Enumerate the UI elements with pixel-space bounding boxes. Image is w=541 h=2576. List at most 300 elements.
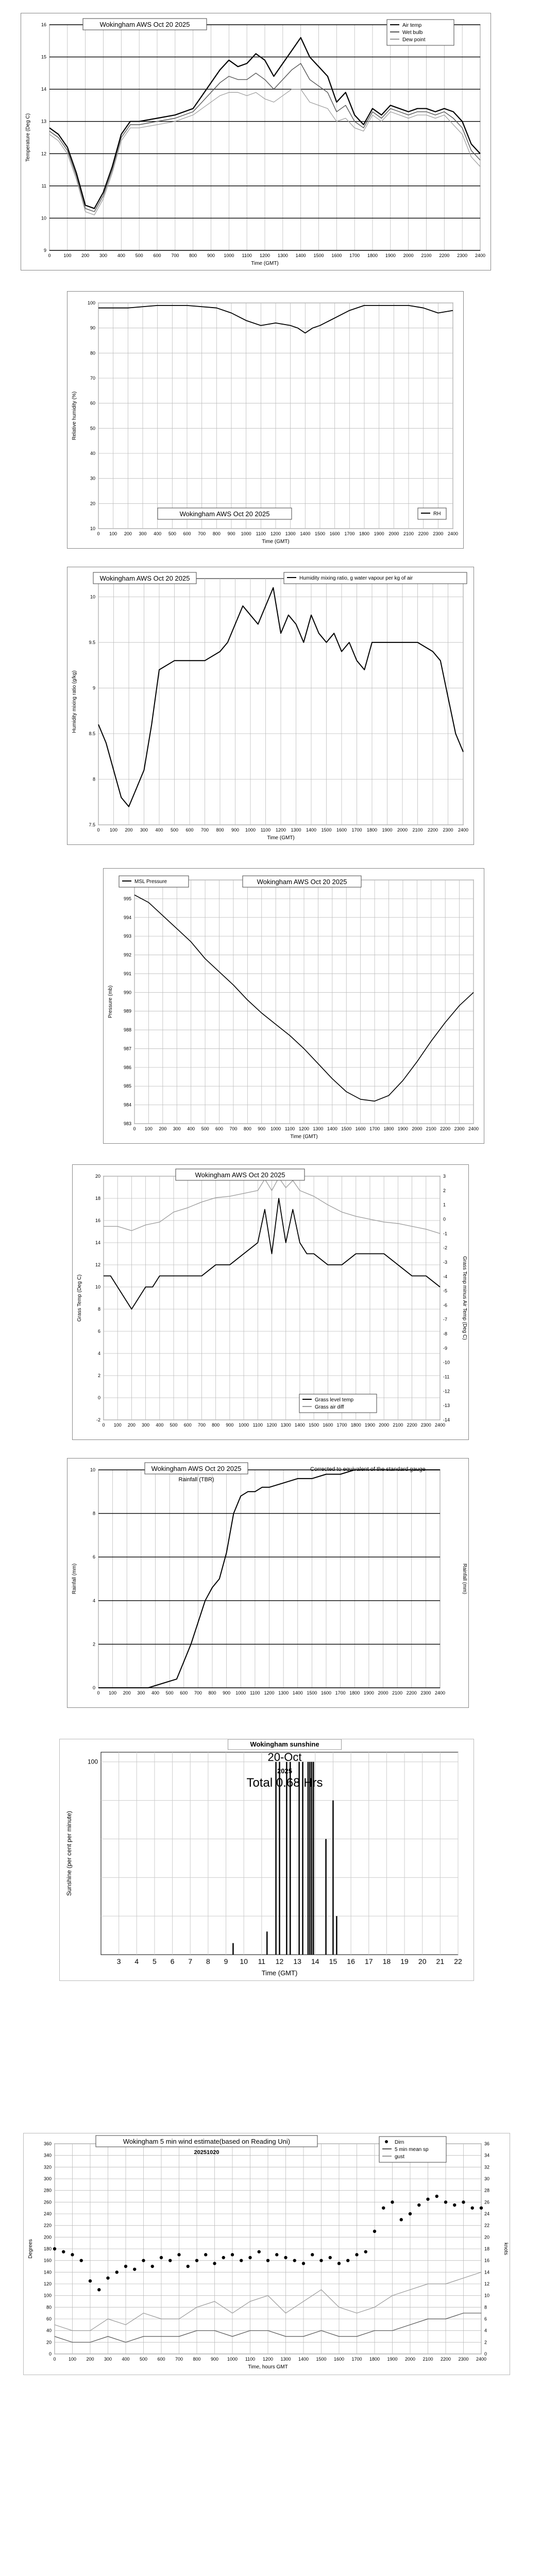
x-tick-label: 2200 [407,1422,417,1428]
x-tick-label: 13 [293,1957,301,1965]
wind-chart [24,2133,510,2375]
y-tick-label: 0 [97,1395,100,1400]
grass-temp-chart-panel [72,1164,469,1440]
y2-tick-label: -1 [443,1231,448,1236]
y-tick-label: 60 [90,400,95,406]
x-tick-label: 700 [198,531,206,536]
x-tick-label: 500 [168,531,176,536]
data-point [195,2259,198,2262]
sunshine-bar [336,1916,337,1955]
x-tick-label: 1300 [278,1690,289,1696]
sunshine-bar [332,1801,334,1955]
y-tick-label: 70 [90,376,95,381]
temperature-chart [21,13,491,270]
x-tick-label: 1700 [335,1690,346,1696]
x-tick-label: 17 [364,1957,373,1965]
y2-tick-label: 4 [484,2328,487,2333]
y2-tick-label: 2 [443,1188,446,1193]
x-tick-label: 800 [208,1690,216,1696]
x-tick-label: 700 [229,1126,238,1131]
x-tick-label: 800 [189,253,197,258]
x-tick-label: 500 [170,827,179,833]
x-tick-label: 600 [153,253,161,258]
data-point [80,2259,83,2262]
x-tick-label: 300 [173,1126,181,1131]
wind-chart-panel [23,2133,510,2375]
data-point [355,2253,358,2256]
x-tick-label: 15 [329,1957,337,1965]
x-tick-label: 2200 [406,1690,417,1696]
x-tick-label: 2400 [447,531,459,536]
x-tick-label: 1600 [333,2357,345,2362]
y2-tick-label: 16 [484,2258,490,2263]
y2-tick-label: -4 [443,1274,448,1279]
x-tick-label: 16 [347,1957,355,1965]
x-tick-label: 1500 [313,253,324,258]
legend-label: Grass air diff [315,1404,344,1410]
x-tick-label: 100 [63,253,72,258]
y-tick-label: 986 [123,1064,131,1070]
data-point [471,2206,474,2209]
y2-axis-label: knots [503,2243,509,2255]
y-tick-label: 13 [41,118,46,124]
x-tick-label: 2300 [420,1422,431,1428]
data-point [426,2197,429,2200]
x-tick-label: 300 [104,2357,112,2362]
x-tick-label: 100 [113,1422,122,1428]
y-tick-label: 2 [92,1641,95,1647]
x-tick-label: 2400 [458,827,469,833]
x-tick-label: 900 [207,253,215,258]
y2-tick-label: -8 [443,1331,448,1337]
sunshine-bar [279,1762,280,1955]
y-tick-label: 140 [43,2269,52,2275]
x-tick-label: 14 [311,1957,319,1965]
x-tick-label: 300 [142,1422,150,1428]
x-tick-label: 9 [224,1957,228,1965]
x-tick-label: 1100 [242,253,252,258]
y2-tick-label: -14 [443,1417,450,1422]
y2-tick-label: 2 [484,2340,487,2345]
x-tick-label: 1300 [280,1422,291,1428]
x-tick-label: 2100 [426,1126,436,1131]
data-point [168,2259,172,2262]
chart-title: Wokingham AWS Oct 20 2025 [179,510,270,518]
x-tick-label: 1600 [329,531,340,536]
x-tick-label: 0 [97,1690,100,1696]
x-tick-label: 900 [210,2357,219,2362]
x-tick-label: 2400 [475,253,486,258]
x-tick-label: 1400 [327,1126,337,1131]
y-tick-label: 40 [90,451,95,456]
data-point [462,2200,465,2204]
x-tick-label: 900 [226,1422,234,1428]
x-tick-label: 2200 [440,2357,451,2362]
y-tick-label: 10 [41,215,46,221]
x-tick-label: 800 [212,531,221,536]
y2-tick-label: 32 [484,2164,490,2170]
data-point [124,2265,127,2268]
y-tick-label: 15 [41,54,46,60]
x-tick-label: 400 [187,1126,195,1131]
x-tick-label: 1400 [300,531,311,536]
x-tick-label: 1600 [336,827,347,833]
x-tick-label: 200 [123,1690,131,1696]
x-tick-label: 1200 [298,1126,310,1131]
x-tick-label: 2000 [397,827,408,833]
data-point [444,2200,447,2204]
x-tick-label: 2200 [427,827,438,833]
y-tick-label: 40 [46,2328,52,2333]
y-tick-label: 320 [43,2164,52,2170]
x-tick-label: 900 [223,1690,231,1696]
x-tick-label: 600 [215,1126,224,1131]
x-tick-label: 4 [134,1957,139,1965]
x-tick-label: 0 [133,1126,136,1131]
y-tick-label: 20 [46,2340,52,2345]
legend-label: 5 min mean sp [395,2147,429,2153]
x-tick-label: 700 [175,2357,183,2362]
data-point [151,2265,154,2268]
y-tick-label: 8 [92,776,95,782]
y2-tick-label: 14 [484,2269,490,2275]
data-point [409,2212,412,2215]
x-tick-label: 3 [116,1957,121,1965]
data-point [293,2259,296,2262]
x-tick-label: 1700 [336,1422,347,1428]
sunshine-chart-panel [59,1739,474,1981]
x-tick-label: 600 [185,827,194,833]
chart-subtitle: 20251020 [194,2149,219,2156]
y-tick-label: 995 [123,896,131,902]
x-tick-label: 1000 [227,2357,238,2362]
y-tick-label: 10 [90,1467,95,1472]
y-tick-label: 200 [43,2234,52,2240]
x-tick-label: 5 [153,1957,157,1965]
y2-tick-label: 6 [484,2316,487,2321]
x-tick-label: 900 [231,827,240,833]
x-tick-label: 1500 [321,827,332,833]
x-tick-label: 1200 [262,2357,274,2362]
data-point [62,2250,65,2253]
x-tick-label: 1300 [313,1126,324,1131]
x-tick-label: 2100 [392,1690,403,1696]
legend-label: Air temp [402,23,422,28]
y2-tick-label: -3 [443,1259,448,1265]
x-tick-label: 1300 [277,253,288,258]
x-tick-label: 2100 [422,2357,433,2362]
x-tick-label: 2300 [458,2357,469,2362]
temperature-chart-panel [21,13,491,270]
x-tick-label: 2400 [468,1126,479,1131]
x-tick-label: 400 [117,253,125,258]
mixing-ratio-chart [67,567,474,844]
y2-tick-label: 8 [484,2304,487,2310]
x-tick-label: 1200 [270,531,281,536]
chart-title: Wokingham AWS Oct 20 2025 [151,1465,242,1472]
y-tick-label: 18 [95,1196,100,1201]
data-point [284,2256,287,2259]
x-tick-label: 2200 [440,1126,451,1131]
x-tick-label: 2200 [418,531,429,536]
x-tick-label: 2200 [439,253,450,258]
x-axis-label: Time, hours GMT [248,2364,288,2370]
y-tick-label: 14 [95,1240,100,1245]
y2-tick-label: -12 [443,1388,450,1394]
y-tick-label: 100 [43,2293,52,2298]
y-tick-label: 300 [43,2176,52,2181]
y-tick-label: 6 [97,1329,100,1334]
data-point [248,2256,251,2259]
x-tick-label: 500 [139,2357,148,2362]
x-tick-label: 1200 [275,827,286,833]
y-axis-label: Humidity mixing ratio (g/kg) [72,670,77,733]
x-tick-label: 500 [170,1422,178,1428]
y-tick-label: 280 [43,2188,52,2193]
x-tick-label: 1800 [350,1422,361,1428]
x-tick-label: 600 [180,1690,188,1696]
x-tick-label: 2000 [388,531,399,536]
x-tick-label: 2400 [434,1690,446,1696]
pressure-chart-panel [103,868,484,1144]
legend-label: Dew point [402,37,426,43]
sunshine-chart [60,1739,474,1980]
data-point [275,2253,278,2256]
x-tick-label: 1700 [349,253,360,258]
x-tick-label: 1900 [397,1126,408,1131]
data-point [453,2204,456,2207]
x-tick-label: 1300 [285,531,296,536]
x-tick-label: 600 [183,531,191,536]
x-tick-label: 200 [86,2357,94,2362]
x-tick-label: 700 [194,1690,202,1696]
x-tick-label: 21 [436,1957,445,1965]
x-tick-label: 2100 [403,531,414,536]
x-tick-label: 2400 [434,1422,446,1428]
x-tick-label: 1700 [344,531,355,536]
sunshine-bar [308,1762,309,1955]
data-point [160,2256,163,2259]
y-axis-label: Temperature (Deg C) [25,113,31,162]
y2-tick-label: 12 [484,2281,490,2286]
x-tick-label: 300 [137,1690,145,1696]
y-tick-label: 260 [43,2199,52,2205]
y2-tick-label: -2 [443,1245,448,1251]
pressure-chart [104,869,484,1143]
x-tick-label: 2000 [404,2357,416,2362]
data-point [222,2256,225,2259]
legend-label: Wet bulb [402,30,423,36]
y-tick-label: 7.5 [89,822,95,827]
chart-title: Wokingham AWS Oct 20 2025 [99,21,190,28]
sunshine-bar [298,1762,300,1955]
x-tick-label: 1800 [367,253,378,258]
x-tick-label: 1900 [363,1690,374,1696]
x-tick-label: 700 [200,827,209,833]
x-tick-label: 600 [157,2357,165,2362]
x-tick-label: 1000 [224,253,234,258]
y2-tick-label: 0 [484,2351,487,2357]
y-tick-label: 992 [123,952,131,958]
y-tick-label: 8 [92,1511,95,1516]
x-tick-label: 22 [454,1957,462,1965]
y2-tick-label: 20 [484,2234,490,2240]
y2-tick-label: 30 [484,2176,490,2181]
x-tick-label: 1900 [385,253,396,258]
y-tick-label: 80 [46,2304,52,2310]
data-point [240,2259,243,2262]
humidity-chart [67,292,463,548]
y-axis-label: Pressure (mb) [108,985,113,1019]
y-tick-label: 994 [123,914,131,920]
y2-tick-label: -13 [443,1403,450,1409]
y2-tick-label: 10 [484,2293,490,2298]
data-point [89,2279,92,2282]
data-point [382,2206,385,2209]
chart-title: Wokingham 5 min wind estimate(based on Reading Uni) [123,2138,291,2145]
y-tick-label: 80 [90,350,95,356]
data-point [142,2259,145,2262]
x-tick-label: 1800 [366,827,378,833]
data-point [106,2276,109,2279]
data-point [53,2247,56,2250]
x-tick-label: 800 [212,1422,220,1428]
y-tick-label: 100 [87,1758,98,1766]
x-tick-label: 500 [201,1126,209,1131]
y-tick-label: 9 [43,248,46,253]
y-tick-label: 8 [97,1307,100,1312]
x-tick-label: 900 [227,531,235,536]
x-tick-label: 100 [68,2357,77,2362]
y-tick-label: 20 [95,1174,100,1179]
x-tick-label: 2100 [421,253,432,258]
y-tick-label: 11 [41,183,46,189]
legend-marker [385,2140,388,2143]
y2-tick-label: -9 [443,1345,448,1351]
x-tick-label: 700 [197,1422,206,1428]
data-point [97,2288,100,2291]
y-tick-label: 9 [92,685,95,691]
data-point [373,2230,376,2233]
x-tick-label: 1000 [239,1422,249,1428]
x-tick-label: 1000 [245,827,256,833]
x-tick-label: 1500 [309,1422,319,1428]
sunshine-bar [290,1762,291,1955]
y-tick-label: 340 [43,2153,52,2158]
x-tick-label: 1600 [355,1126,366,1131]
y-tick-label: 4 [97,1351,100,1356]
sunshine-bar [286,1762,288,1955]
x-axis-label: Time (GMT) [290,1134,318,1140]
x-tick-label: 400 [156,1422,164,1428]
y-tick-label: 10 [90,594,95,600]
x-tick-label: 0 [48,253,51,258]
y-tick-label: 160 [43,2258,52,2263]
x-tick-label: 1100 [252,1422,263,1428]
rainfall-chart [67,1459,468,1707]
y2-tick-label: -11 [443,1374,450,1380]
x-tick-label: 700 [171,253,179,258]
y-tick-label: 240 [43,2211,52,2216]
x-tick-label: 1900 [374,531,384,536]
y-tick-label: 12 [95,1262,100,1267]
x-tick-label: 800 [193,2357,201,2362]
data-point [417,2204,420,2207]
x-tick-label: 400 [151,1690,160,1696]
x-tick-label: 18 [382,1957,391,1965]
data-point [480,2206,483,2209]
y2-axis-label: Grass Temp minus Air Temp (Deg C) [462,1256,467,1340]
chart-note: Corrected to equivalent of the standard gauge [310,1466,426,1472]
x-tick-label: 400 [155,827,163,833]
x-tick-label: 500 [135,253,143,258]
y2-tick-label: 3 [443,1174,446,1179]
x-tick-label: 1100 [260,827,271,833]
legend-label: Dirn [395,2140,404,2145]
y-axis-label: Rainfall (mm) [72,1563,77,1595]
x-tick-label: 6 [170,1957,175,1965]
chart-title: Wokingham AWS Oct 20 2025 [257,878,347,886]
x-tick-label: 2100 [412,827,423,833]
y2-tick-label: -6 [443,1302,448,1308]
x-tick-label: 2000 [379,1422,390,1428]
data-point [311,2253,314,2256]
y-tick-label: 16 [95,1218,100,1223]
y-tick-label: 220 [43,2223,52,2228]
legend-label: Humidity mixing ratio, g water vapour per kg of air [299,575,413,581]
y-axis-label: Relative humidity (%) [72,391,77,440]
x-tick-label: 1500 [307,1690,317,1696]
legend-label: MSL Pressure [134,879,167,885]
x-tick-label: 1800 [359,531,370,536]
y2-tick-label: -5 [443,1288,448,1294]
y2-tick-label: 28 [484,2188,490,2193]
x-tick-label: 1200 [259,253,270,258]
y2-tick-label: 26 [484,2199,490,2205]
humidity-chart-panel [67,291,464,549]
x-tick-label: 2000 [403,253,414,258]
data-point [302,2262,305,2265]
y-tick-label: 120 [43,2281,52,2286]
grass-temp-chart [73,1165,468,1439]
total-label: Total 0.68 Hrs [246,1776,323,1790]
x-tick-label: 2000 [378,1690,388,1696]
x-tick-label: 1400 [292,1690,303,1696]
x-tick-label: 1300 [291,827,301,833]
x-tick-label: 20 [418,1957,427,1965]
y-tick-label: 9.5 [89,639,95,645]
x-tick-label: 400 [154,531,162,536]
y2-tick-label: 18 [484,2246,490,2251]
x-axis-label: Time (GMT) [251,261,279,266]
data-point [258,2250,261,2253]
x-tick-label: 300 [140,827,148,833]
x-tick-label: 1500 [341,1126,352,1131]
x-tick-label: 0 [53,2357,56,2362]
legend-label: gust [395,2154,404,2160]
x-tick-label: 200 [127,1422,136,1428]
x-tick-label: 100 [109,1690,117,1696]
y-tick-label: 16 [41,22,46,27]
x-tick-label: 1600 [331,253,342,258]
y-tick-label: 10 [90,526,95,531]
x-tick-label: 1300 [280,2357,291,2362]
x-tick-label: 1100 [256,531,266,536]
sunshine-bar [302,1762,303,1955]
x-tick-label: 200 [125,827,133,833]
y2-tick-label: 34 [484,2153,490,2158]
x-tick-label: 100 [109,827,118,833]
